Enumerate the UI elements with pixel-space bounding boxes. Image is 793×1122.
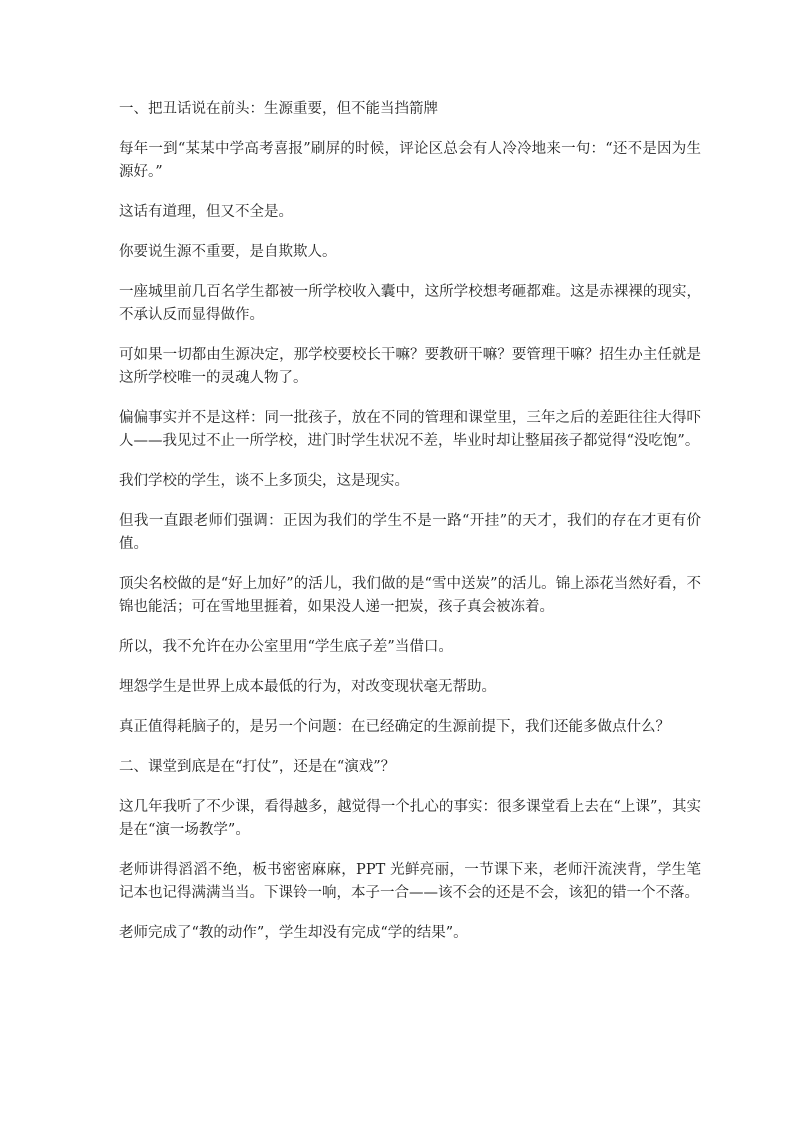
paragraph: 这几年我听了不少课，看得越多，越觉得一个扎心的事实：很多课堂看上去在“上课”，其实是在“演一场教学”。 [119, 799, 701, 838]
section-heading-1: 一、把丑话说在前头：生源重要，但不能当挡箭牌 [119, 101, 438, 117]
paragraph: 偏偏事实并不是这样：同一批孩子，放在不同的管理和课堂里，三年之后的差距往往大得吓人——我见过不止一所学校，进门时学生状况不差，毕业时却让整届孩子都觉得“没吃饱”。 [119, 410, 701, 449]
paragraph: 我们学校的学生，谈不上多顶尖，这是现实。 [119, 473, 409, 489]
paragraph: 每年一到“某某中学高考喜报”刷屏的时候，评论区总会有人冷冷地来一句：“还不是因为生源好。” [119, 141, 701, 180]
paragraph: 所以，我不允许在办公室里用“学生底子差”当借口。 [119, 639, 453, 655]
section-heading-2: 二、课堂到底是在“打仗”，还是在“演戏”？ [119, 759, 396, 775]
paragraph: 这话有道理，但又不全是。 [119, 204, 293, 220]
paragraph: 埋怨学生是世界上成本最低的行为，对改变现状毫无帮助。 [119, 679, 496, 695]
paragraph: 一座城里前几百名学生都被一所学校收入囊中，这所学校想考砸都难。这是赤裸裸的现实，不承认反而显得做作。 [119, 284, 701, 323]
paragraph: 老师完成了“教的动作”，学生却没有完成“学的结果”。 [119, 925, 468, 941]
paragraph: 但我一直跟老师们强调：正因为我们的学生不是一路“开挂”的天才，我们的存在才更有价值。 [119, 513, 701, 552]
paragraph: 老师讲得滔滔不绝，板书密密麻麻，PPT 光鲜亮丽，一节课下来，老师汗流浃背，学生笔记本也记得满满当当。下课铃一响，本子一合——该不会的还是不会，该犯的错一个不落。 [119, 862, 701, 901]
paragraph: 顶尖名校做的是“好上加好”的活儿，我们做的是“雪中送炭”的活儿。锦上添花当然好看，不锦也能活；可在雪地里捱着，如果没人递一把炭，孩子真会被冻着。 [119, 576, 701, 615]
paragraph: 真正值得耗脑子的，是另一个问题：在已经确定的生源前提下，我们还能多做点什么？ [119, 719, 670, 735]
document-page [119, 98, 701, 962]
paragraph: 你要说生源不重要，是自欺欺人。 [119, 244, 337, 260]
paragraph: 可如果一切都由生源决定，那学校要校长干嘛？要教研干嘛？要管理干嘛？招生办主任就是这所学校唯一的灵魂人物了。 [119, 347, 701, 386]
